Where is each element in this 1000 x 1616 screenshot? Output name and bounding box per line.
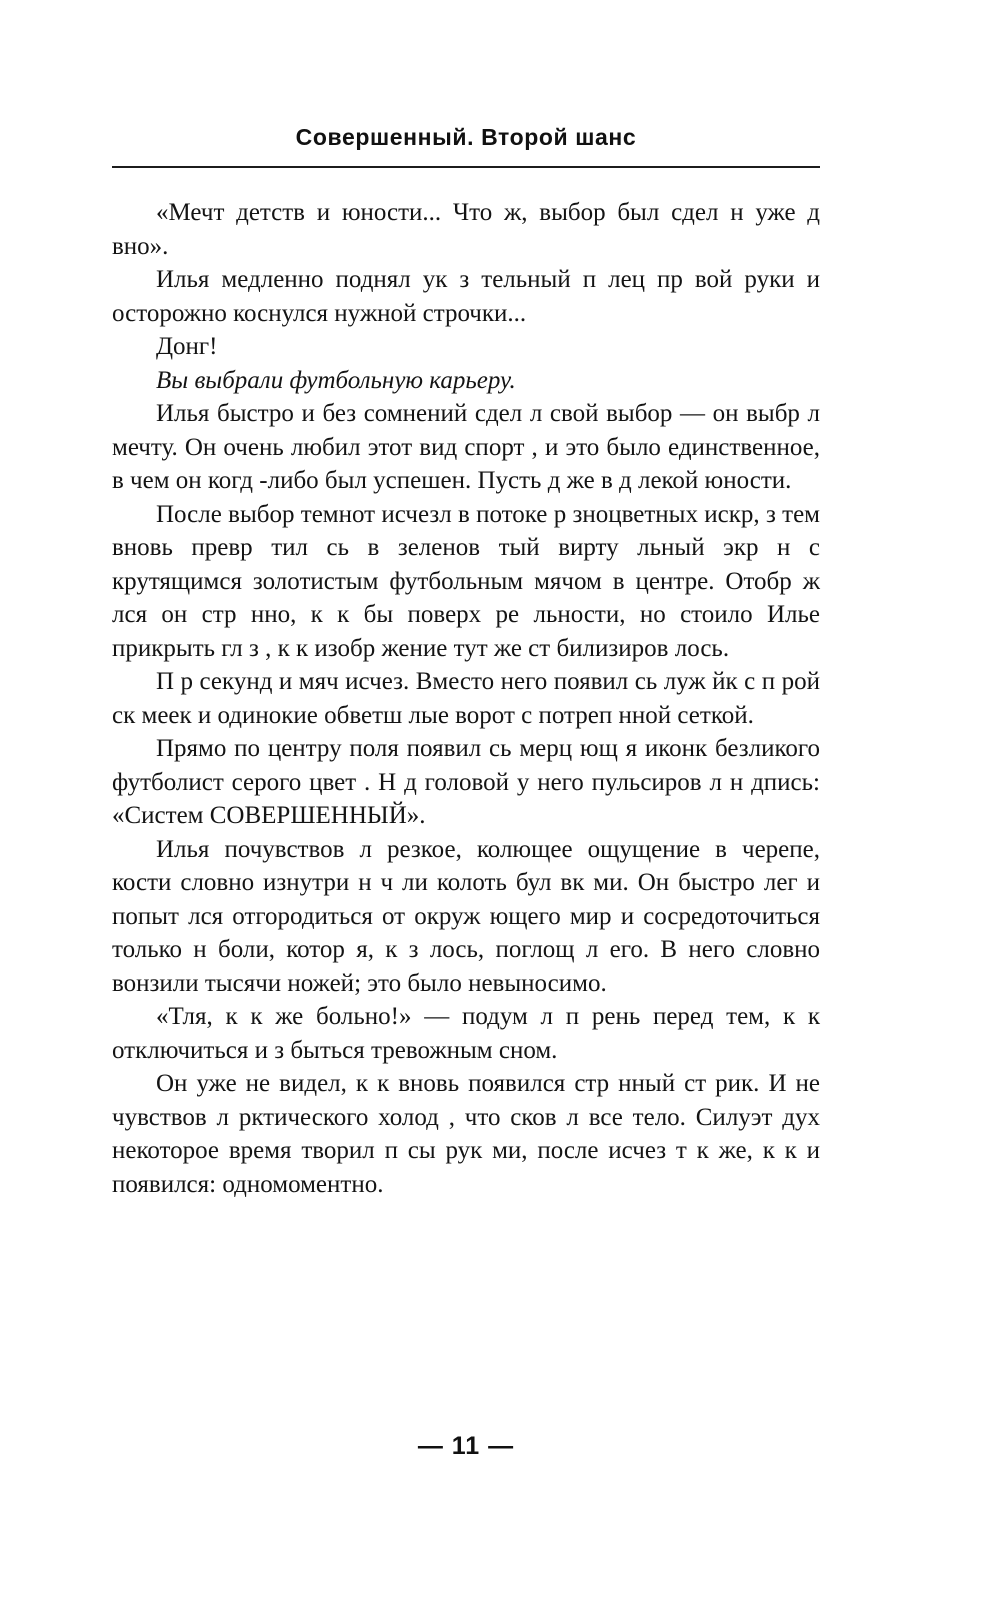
paragraph: Прямо по центру поля появил сь мерц ющ я иконк безликого футболист серого цвет . Н д головой у него пульсиров л н дпись: «Систем СОВЕРШЕННЫЙ». [112,735,820,829]
paragraph: Он уже не видел, к к вновь появился стр нный ст рик. И не чувствов л рктического холод , что сков л все тело. Силуэт дух некоторое время творил п сы рук ми, после исчез т к же, к к и появился: одномоментно. [112,1070,820,1198]
paragraph: Илья почувствов л резкое, колющее ощущение в черепе, кости словно изнутри н ч ли колоть бул вк ми. Он быстро лег и попыт лся отгородиться от окруж ющего мир и сосредоточиться только н боли, котор я, к з лось, поглощ л его. В него словно вонзили тысячи ножей; это было невыносимо. [112,835,820,997]
paragraph: «Тля, к к же больно!» — подум л п рень перед тем, к к отключиться и з быться тревожным сном. [112,1003,820,1064]
paragraph-italic: Вы выбрали футбольную карьеру. [156,366,516,394]
paragraph: Илья быстро и без сомнений сдел л свой выбор — он выбр л мечту. Он очень любил этот вид спорт , и это было единственное, в чем он когд -либо был успешен. Пусть д же в д лекой юности. [112,400,820,494]
paragraph: После выбор темнот исчезл в потоке р зноцветных искр, з тем вновь превр тил сь в зеленов тый вирту льный экр н с крутящимся золотистым футбольным мячом в центре. Отобр ж лся он стр нно, к к бы поверх ре льности, но стоило Илье прикрыть гл з , к к изобр жение тут же ст билизиров лось. [112,500,820,662]
paragraph: П р секунд и мяч исчез. Вместо него появил сь луж йк с п рой ск меек и одинокие обветш лые ворот с потреп нной сеткой. [112,668,820,729]
paragraph: Донг! [156,333,218,360]
paragraph: «Мечт детств и юности... Что ж, выбор был сдел н уже д вно». [112,199,820,260]
running-head-title: Совершенный. Второй шанс [112,124,820,168]
page-body [112,196,820,1201]
paragraph: Илья медленно поднял ук з тельный п лец пр вой руки и осторожно коснулся нужной строчки... [112,266,820,327]
page-number: — 11 — [417,1432,515,1460]
